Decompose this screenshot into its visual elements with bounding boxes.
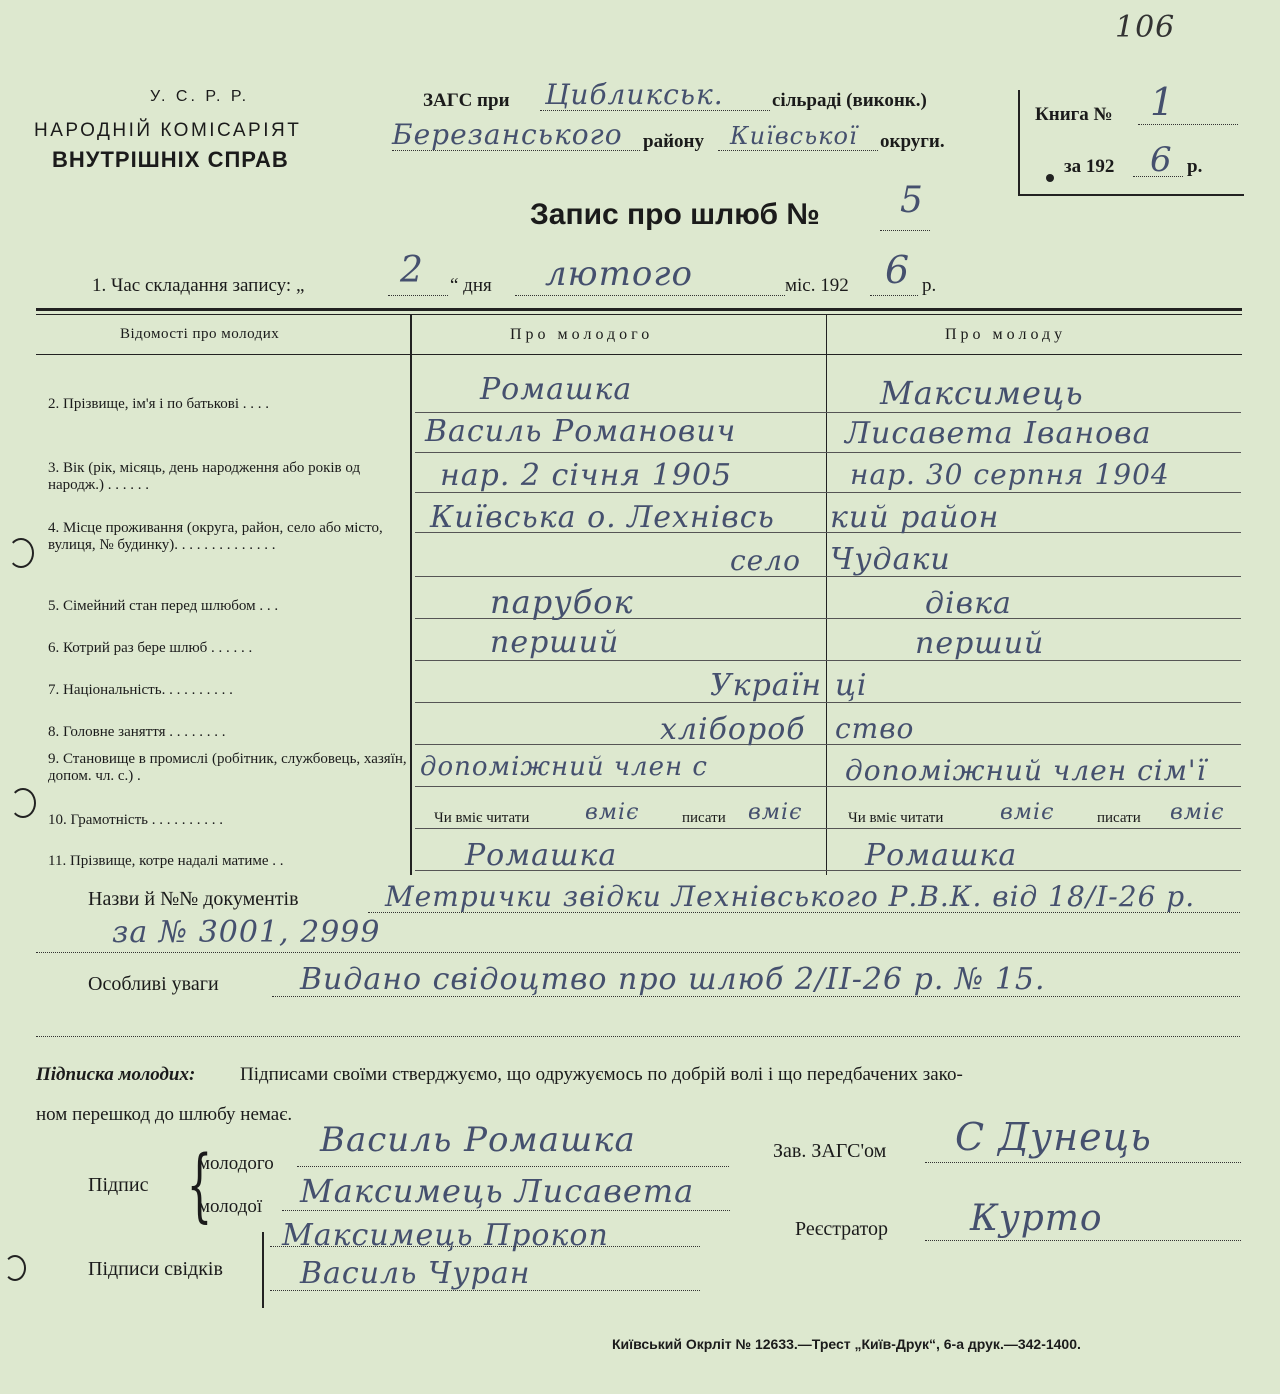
record-day: 2 [400, 250, 424, 291]
commissariat-line1: НАРОДНІЙ КОМІСАРІЯТ [34, 120, 302, 141]
record-month-suffix: міс. 192 [785, 275, 849, 296]
binding-hole [8, 538, 34, 568]
bride-village: Чудаки [830, 542, 951, 577]
col-header-bride: Про молоду [945, 326, 1067, 343]
declaration-lead: Підписка молодих: [36, 1064, 196, 1085]
row-label-residence: 4. Місце проживання (округа, район, село або місто, вулиця, № будинку). . . . . . . . . . . . . . [48, 520, 383, 553]
printer-footer: Київський Окрліт № 12633.—Трест „Київ-Друк“, 6-а друк.—342-1400. [612, 1336, 1081, 1352]
bride-surname: Максимець [880, 374, 1084, 412]
registrar-signature: Курто [970, 1198, 1103, 1239]
groom-read: вміє [585, 800, 640, 825]
book-year-digit: 6 [1150, 140, 1173, 180]
remarks-label: Особливі уваги [88, 973, 219, 995]
documents-line2: за № 3001, 2999 [112, 915, 381, 950]
record-time-label: 1. Час складання запису: „ [92, 275, 305, 296]
zags-okruha-label: округи. [880, 131, 945, 152]
row-label-age: 3. Вік (рік, місяць, день народження або років од народж.) . . . . . . [48, 460, 361, 493]
witnesses-label: Підписи свідків [88, 1258, 223, 1280]
bride-birth: нар. 30 серпня 1904 [850, 458, 1170, 491]
page-title: Запис про шлюб № [530, 198, 820, 231]
nationality-part2: ці [835, 668, 868, 703]
binding-hole [10, 788, 36, 818]
registrar-label: Реєстратор [795, 1218, 889, 1240]
table-top-rule [36, 308, 1242, 311]
row-label-status: 9. Становище в промислі (робітник, службовець, хазяїн, допом. чл. с.) . [48, 751, 407, 784]
groom-name: Василь Романович [425, 414, 737, 449]
groom-future-surname: Ромашка [465, 838, 618, 873]
nationality-part1: Україн [710, 668, 823, 703]
groom-status: допоміжний член с [420, 752, 708, 782]
groom-residence: Київська о. Лехнівсь [430, 500, 775, 535]
zags-prefix: ЗАГС при [423, 90, 510, 111]
bride-literacy-mid: писати [1097, 810, 1141, 826]
documents-line1: Метрички звідки Лехнівського Р.В.К. від 18/І-26 р. [385, 880, 1196, 913]
groom-marriage-count: перший [490, 625, 620, 660]
bride-write: вміє [1170, 800, 1225, 825]
row-label-marital: 5. Сімейний стан перед шлюбом . . . [48, 598, 279, 614]
zags-village: Цибликськ. [545, 78, 724, 111]
bride-signature-label: молодої [198, 1196, 263, 1217]
zags-okruha: Київської [730, 122, 858, 150]
record-month: лютого [545, 254, 693, 294]
documents-label: Назви й №№ документів [88, 888, 299, 910]
record-number: 5 [900, 180, 924, 221]
zags-district-label: району [643, 131, 704, 152]
row-label-occupation: 8. Головне заняття . . . . . . . . [48, 724, 226, 740]
row-label-literacy: 10. Грамотність . . . . . . . . . . [48, 812, 223, 828]
remarks-text: Видано свідоцтво про шлюб 2/ІІ-26 р. № 15. [300, 962, 1046, 997]
declaration-text2: ном перешкод до шлюбу немає. [36, 1104, 293, 1125]
col-header-groom: Про молодого [510, 326, 654, 343]
book-number: 1 [1150, 80, 1176, 124]
book-label: Книга № [1035, 104, 1113, 125]
col-header-info: Відомості про молодих [120, 326, 280, 342]
bride-marital: дівка [925, 586, 1012, 621]
zags-suffix: сільраді (виконк.) [772, 90, 927, 111]
groom-write: вміє [748, 800, 803, 825]
bride-status: допоміжний член сім'ї [845, 754, 1207, 787]
groom-marital: парубок [490, 583, 634, 621]
signature-brace: { [186, 1138, 213, 1231]
zags-district: Березанського [392, 118, 623, 151]
record-year-digit: 6 [885, 248, 911, 292]
bride-name: Лисавета Іванова [845, 416, 1152, 451]
binding-hole [4, 1255, 26, 1281]
declaration-text1: Підписами своїми стверджуємо, що одружуємось по добрій волі і що передбачених зако- [240, 1064, 963, 1085]
book-year-prefix: за 192 [1064, 156, 1115, 177]
bride-residence: кий район [830, 500, 1000, 535]
groom-literacy-prefix: Чи вміє читати [434, 810, 530, 826]
book-year-suffix: р. [1187, 156, 1203, 177]
republic-label: У. С. Р. Р. [150, 88, 250, 105]
record-year-suffix: р. [922, 275, 937, 296]
witness1-signature: Максимець Прокоп [282, 1218, 609, 1253]
groom-signature: Василь Ромашка [320, 1120, 636, 1160]
groom-literacy-mid: писати [682, 810, 726, 826]
bride-literacy-prefix: Чи вміє читати [848, 810, 944, 826]
groom-surname: Ромашка [480, 372, 633, 407]
row-label-name: 2. Прізвище, ім'я і по батькові . . . . [48, 396, 270, 412]
row-label-nationality: 7. Національність. . . . . . . . . . [48, 682, 233, 698]
occupation-part1: хлібороб [660, 712, 806, 747]
bride-marriage-count: перший [915, 626, 1045, 661]
dot-mark [1046, 174, 1054, 182]
occupation-part2: ство [835, 712, 915, 745]
row-label-future-surname: 11. Прізвище, котре надалі матиме . . [48, 853, 284, 869]
page-number: 106 [1115, 10, 1176, 45]
bride-signature: Максимець Лисавета [300, 1172, 695, 1210]
row-label-marriage-count: 6. Котрий раз бере шлюб . . . . . . [48, 640, 253, 656]
signature-label: Підпис [88, 1174, 149, 1196]
witnesses-bracket [262, 1232, 264, 1308]
witness2-signature: Василь Чуран [300, 1256, 531, 1291]
commissariat-line2: ВНУТРІШНІХ СПРАВ [52, 147, 289, 172]
head-signature: С Дунець [955, 1115, 1152, 1159]
bride-future-surname: Ромашка [865, 838, 1018, 873]
head-label: Зав. ЗАГС'ом [773, 1140, 887, 1162]
groom-signature-label: молодого [198, 1153, 274, 1174]
groom-village-label: село [730, 544, 801, 577]
record-day-suffix: “ дня [450, 275, 492, 296]
bride-read: вміє [1000, 800, 1055, 825]
groom-birth: нар. 2 січня 1905 [440, 458, 733, 493]
